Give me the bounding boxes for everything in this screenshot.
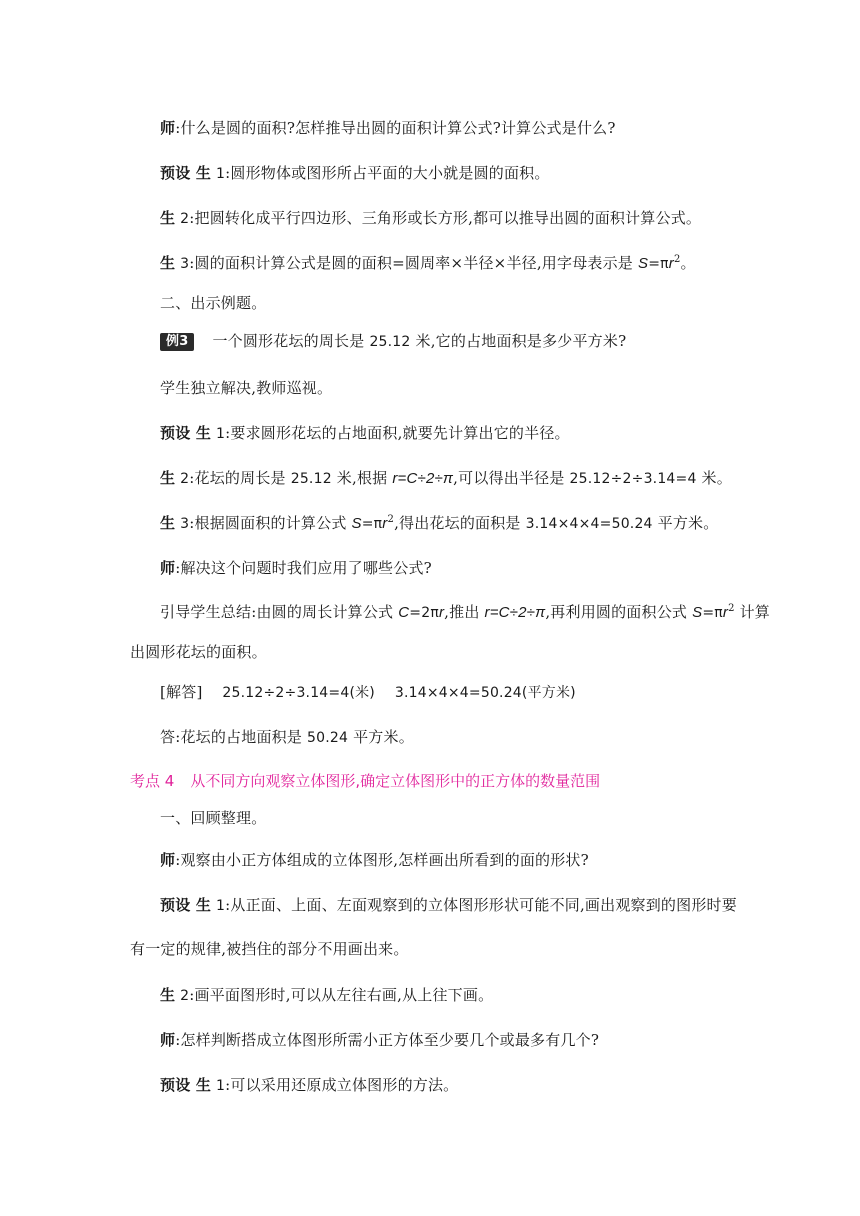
- student-answer-7: [160, 894, 737, 917]
- area-calculation: 3.14×4×4=50.24: [525, 516, 653, 532]
- area-value: 50.24: [307, 730, 349, 746]
- line-tail: 。: [680, 254, 696, 272]
- line-text: :要求圆形花坛的占地面积,就要先计算出它的半径。: [225, 424, 570, 442]
- line-text: 引导学生总结:由圆的周长计算公式: [160, 603, 399, 621]
- summary-line-2: [130, 641, 267, 663]
- line-text: ,推出: [444, 603, 485, 621]
- student-number: 2: [180, 211, 190, 227]
- line-text: 一个圆形花坛的周长是: [212, 332, 370, 350]
- line-text: ,可以得出半径是: [453, 469, 570, 487]
- speaker-label: 生: [160, 986, 176, 1004]
- line-text: :从正面、上面、左面观察到的立体图形形状可能不同,画出观察到的图形时要: [225, 896, 737, 914]
- line-text: 米,它的占地面积是多少平方米?: [410, 332, 627, 350]
- student-number: 1: [216, 166, 226, 182]
- speaker-label: 生: [160, 209, 176, 227]
- circumference-value: 25.12: [290, 471, 332, 487]
- line-text: 二、出示例题。: [160, 294, 267, 312]
- line-text: ,得出花坛的面积是: [394, 514, 526, 532]
- line-text: :怎样判断搭成立体图形所需小正方体至少要几个或最多有几个?: [175, 1031, 600, 1049]
- line-text: 学生独立解决,教师巡视。: [160, 379, 333, 397]
- teacher-question-4: [160, 1029, 599, 1051]
- example-badge: 例3: [160, 333, 194, 351]
- line-text: 答:花坛的占地面积是: [160, 728, 308, 746]
- formula-r: r: [722, 604, 729, 621]
- line-text: :可以采用还原成立体图形的方法。: [225, 1076, 459, 1094]
- line-text: :圆的面积计算公式是圆的面积=圆周率×半径×半径,用字母表示是: [189, 254, 638, 272]
- formula-s: S: [637, 255, 649, 272]
- student-answer-6: [160, 512, 718, 535]
- student-number: 3: [180, 256, 190, 272]
- speaker-label: 预设 生: [160, 164, 212, 182]
- line-text: 出圆形花坛的面积。: [130, 643, 267, 661]
- final-answer: [160, 726, 414, 749]
- solution-calc-area: 3.14×4×4=50.24(平方米): [394, 685, 576, 701]
- teacher-question-1: [160, 117, 616, 139]
- line-text: 米。: [696, 469, 732, 487]
- student-answer-8: [160, 984, 493, 1007]
- solution-label: [解答]: [160, 683, 203, 701]
- student-number: 3: [180, 516, 190, 532]
- student-answer-1: [160, 162, 550, 185]
- formula-eq-2pi: =2π: [409, 605, 439, 621]
- solution-calc-radius: 25.12÷2÷3.14=4(米): [222, 685, 375, 701]
- line-text: :根据圆面积的计算公式: [189, 514, 352, 532]
- teacher-question-2: [160, 557, 432, 579]
- formula-exponent: 2: [387, 514, 395, 525]
- line-text: 平方米。: [652, 514, 719, 532]
- speaker-label: 生: [160, 469, 176, 487]
- student-number: 2: [180, 471, 190, 487]
- line-text: ,再利用圆的面积公式: [545, 603, 693, 621]
- student-answer-3: [160, 252, 696, 275]
- student-answer-2: [160, 207, 701, 230]
- step-heading-1: [160, 807, 266, 829]
- speaker-label: 生: [160, 514, 176, 532]
- speaker-label: 预设 生: [160, 424, 212, 442]
- formula-eq-pi: =π: [702, 605, 723, 621]
- formula-eq-pi: =π: [361, 516, 383, 532]
- formula-c: C: [398, 604, 410, 621]
- line-text: :画平面图形时,可以从左往右画,从上往下画。: [189, 986, 494, 1004]
- speaker-label: 生: [160, 254, 176, 272]
- teacher-question-3: [160, 849, 589, 871]
- section-title: 从不同方向观察立体图形,确定立体图形中的正方体的数量范围: [190, 772, 601, 790]
- line-text: :观察由小正方体组成的立体图形,怎样画出所看到的面的形状?: [175, 851, 589, 869]
- section-tag: 考点 4: [130, 772, 175, 790]
- student-answer-7-cont: [130, 938, 409, 960]
- speaker-label: 师: [160, 1031, 176, 1049]
- formula-s: S: [692, 604, 703, 621]
- speaker-label: 预设 生: [160, 1076, 212, 1094]
- formula-eq-pi: =π: [648, 256, 669, 272]
- line-text: 平方米。: [348, 728, 414, 746]
- student-answer-4: [160, 422, 570, 445]
- line-text: 米,根据: [331, 469, 393, 487]
- formula-r: r: [438, 604, 445, 621]
- line-text: :什么是圆的面积?怎样推导出圆的面积计算公式?计算公式是什么?: [175, 119, 616, 137]
- formula-s: S: [351, 515, 362, 532]
- formula-exponent: 2: [673, 254, 681, 265]
- line-text: 一、回顾整理。: [160, 809, 267, 827]
- example-3-question: [160, 330, 626, 353]
- line-text: 计算: [734, 603, 771, 621]
- step-heading-2: [160, 292, 266, 314]
- student-number: 1: [216, 1078, 226, 1094]
- circumference-value: 25.12: [369, 334, 411, 350]
- formula-exponent: 2: [728, 603, 735, 614]
- section-heading-kaodian-4: [130, 770, 600, 792]
- radius-calculation: 25.12÷2÷3.14=4: [569, 471, 697, 487]
- radius-formula: r=C÷2÷π: [392, 470, 454, 487]
- solution-line: [160, 681, 576, 704]
- student-number: 1: [216, 898, 226, 914]
- student-independent-work: [160, 377, 332, 399]
- speaker-label: 预设 生: [160, 896, 212, 914]
- student-answer-5: [160, 467, 732, 490]
- formula-r: r: [668, 255, 674, 272]
- line-text: :把圆转化成平行四边形、三角形或长方形,都可以推导出圆的面积计算公式。: [189, 209, 702, 227]
- radius-formula: r=C÷2÷π: [484, 604, 546, 621]
- student-answer-9: [160, 1074, 458, 1097]
- speaker-label: 师: [160, 559, 176, 577]
- formula-r: r: [382, 515, 388, 532]
- line-text: :圆形物体或图形所占平面的大小就是圆的面积。: [225, 164, 550, 182]
- line-text: :解决这个问题时我们应用了哪些公式?: [175, 559, 432, 577]
- summary-line-1: [160, 601, 770, 624]
- line-text: :花坛的周长是: [189, 469, 291, 487]
- speaker-label: 师: [160, 851, 176, 869]
- line-text: 有一定的规律,被挡住的部分不用画出来。: [130, 940, 409, 958]
- student-number: 2: [180, 988, 190, 1004]
- student-number: 1: [216, 426, 226, 442]
- speaker-label: 师: [160, 119, 176, 137]
